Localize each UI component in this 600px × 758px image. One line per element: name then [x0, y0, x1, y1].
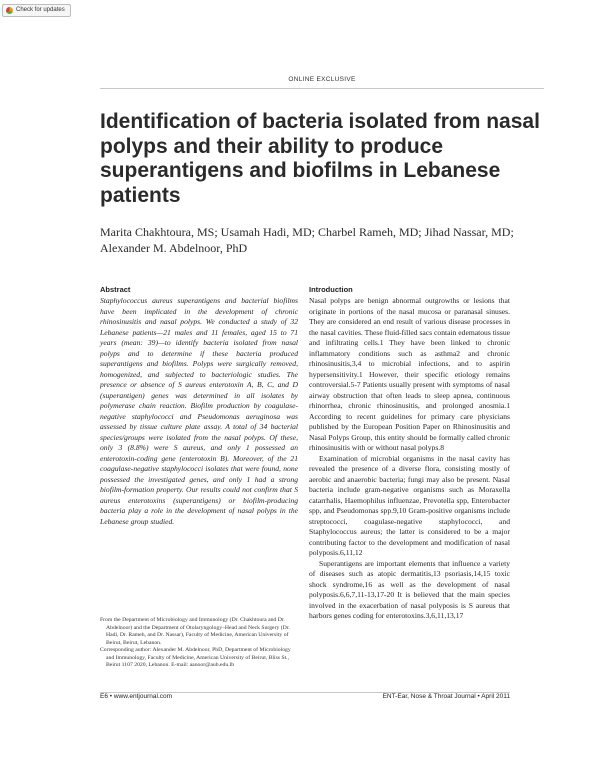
affiliations — [100, 617, 298, 670]
footer-journal-issue: ENT-Ear, Nose & Throat Journal • April 2011 — [382, 693, 510, 700]
intro-paragraph: Superantigens are important elements that influence a variety of diseases such as atopic dermatitis,13 psoriasis,14,15 toxic shock syndrome,16 as well as the development of nasal polyposis.6,6,7,11-13,17-20 It is believed that the main species involved in the exacerbation of nasal polyposis is S aureus that harbors genes coding for enterotoxins.3,6,11,13,17 — [309, 558, 510, 620]
page-footer — [100, 693, 510, 700]
introduction-heading: Introduction — [309, 285, 353, 294]
affiliation-departments: From the Department of Microbiology and Immunology (Dr. Chakhtoura and Dr. Abdelnoor) and the Department of Otolaryngology–Head and Neck Surgery (Dr. Hadi, Dr. Rameh, and Dr. Nassar), Faculty of Medicine, American University of Beirut, Beirut, Lebanon. — [100, 617, 290, 646]
intro-paragraph: Examination of microbial organisms in the nasal cavity has revealed the presence of a diverse flora, consisting mostly of aerobic and anaerobic bacteria; fungi may also be present. Nasal bacteria include gram-negative organisms such as Moraxella catarrhalis, Haemophilus influenzae, Prevotella spp, Enterobacter spp, and Pseudomonas spp.9,10 Gram-positive organisms include streptococci, coagulase-negative staphylococci, and Staphylococcus aureus; the latter is considered to be a major contributing factor to the development and modification of nasal polyposis.6,11,12 — [309, 453, 510, 557]
corresponding-author: Corresponding author: Alexander M. Abdelnoor, PhD, Department of Microbiology and Immunology, Faculty of Medicine, American University of Beirut, Bliss St., Beirut 1107 2020, Lebanon. E-mail: aanoor@aub.edu.lb — [100, 647, 291, 668]
check-for-updates-label: Check for updates — [16, 7, 65, 13]
header-divider — [100, 88, 544, 89]
abstract-heading: Abstract — [100, 285, 131, 294]
author-list: Marita Chakhtoura, MS; Usamah Hadi, MD; Charbel Rameh, MD; Jihad Nassar, MD; Alexander M. Abdelnoor, PhD — [100, 225, 514, 255]
section-label: ONLINE EXCLUSIVE — [288, 76, 356, 83]
introduction-column — [309, 285, 510, 622]
crossmark-icon — [6, 7, 13, 14]
article-title: Identification of bacteria isolated from nasal polyps and their ability to produce superantigens and biofilms in Lebanese patients — [100, 110, 540, 207]
intro-paragraph: Nasal polyps are benign abnormal outgrowths or lesions that originate in portions of the nasal mucosa or paranasal sinuses. They are considered an end result of various disease processes in the nasal cavities. These fluid-filled sacs contain edematous tissue and infiltrating cells.1 They have been linked to chronic inflammatory conditions such as asthma2 and chronic rhinosinusitis,3,4 to microbial infections, and to aspirin hypersensitivity.1 However, their specific etiology remains controversial.5-7 Patients usually present with symptoms of nasal airway obstruction that often leads to sleep apnea, continuous rhinorrhea, chronic rhinosinusitis, and prolonged anosmia.1 According to recent guidelines for primary care physicians published by the European Position Paper on Rhinosinusitis and Nasal Polyps Group, this entity should be formally called chronic rhinosinusitis with or without nasal polyps.8 — [309, 296, 510, 452]
footer-page-url: E6 • www.entjournal.com — [100, 693, 173, 700]
check-for-updates-badge[interactable] — [2, 4, 71, 17]
abstract-text: Staphylococcus aureus superantigens and bacterial biofilms have been implicated in the development of chronic rhinosinusitis and nasal polyps. We conducted a study of 32 Lebanese patients—21 males and 11 females, aged 15 to 71 years (mean: 39)—to identify bacteria isolated from nasal polyps and to determine if these bacteria produced superantigens and biofilms. Polyps were surgically removed, homogenized, and subjected to bacteriologic studies. The presence or absence of S aureus enterotoxin A, B, C, and D (superantigen) genes was determined in all isolates by polymerase chain reaction. Biofilm production by coagulase-negative staphylococci and Pseudomonas aeruginosa was assessed by tissue culture plate assay. A total of 34 bacterial species/groups were isolated from the nasal polyps. Of these, only 3 (8.8%) were S aureus, and only 1 possessed an enterotoxin-coding gene (enterotoxin B). Moreover, of the 21 coagulase-negative staphylococci isolates that were found, none possessed the investigated genes, and only 1 had a strong biofilm-formation property. Our results could not confirm that S aureus enterotoxins (superantigens) or biofilm-producing bacteria play a role in the development of nasal polyps in the Lebanese group studied. — [100, 296, 298, 526]
abstract-column — [100, 285, 298, 527]
